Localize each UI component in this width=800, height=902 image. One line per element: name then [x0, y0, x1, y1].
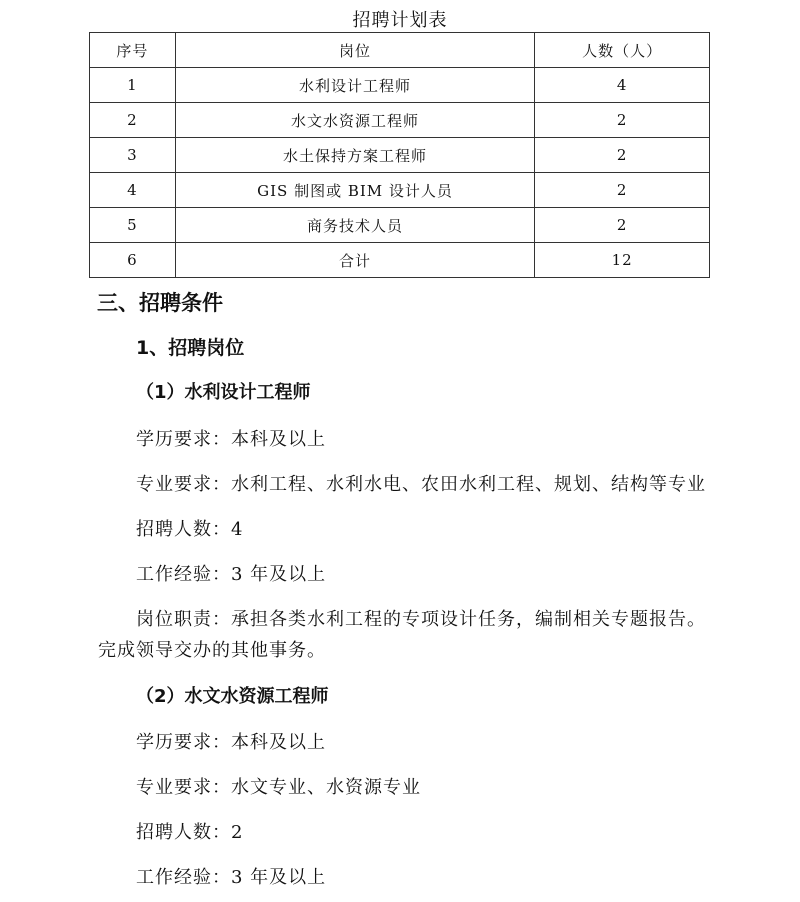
cell-total-label: 合计 — [175, 243, 534, 278]
table-row — [90, 173, 710, 208]
subsection-heading: 1、招聘岗位 — [136, 337, 245, 359]
table-caption: 招聘计划表 — [352, 10, 448, 31]
table-row — [90, 103, 710, 138]
education-requirement: 学历要求：本科及以上 — [136, 429, 326, 450]
cell-headcount: 2 — [535, 173, 710, 208]
header-serial: 序号 — [90, 33, 176, 68]
job-duty-continuation: 完成领导交办的其他事务。 — [98, 640, 326, 661]
section-heading: 三、招聘条件 — [97, 291, 223, 315]
experience-requirement: 工作经验：3 年及以上 — [136, 867, 327, 888]
header-position: 岗位 — [175, 33, 534, 68]
header-headcount: 人数（人） — [535, 33, 710, 68]
cell-headcount: 2 — [535, 208, 710, 243]
table-row — [90, 208, 710, 243]
cell-position: 水文水资源工程师 — [175, 103, 534, 138]
cell-position: 水利设计工程师 — [175, 68, 534, 103]
major-requirement: 专业要求：水利工程、水利水电、农田水利工程、规划、结构等专业 — [136, 474, 706, 495]
experience-requirement: 工作经验：3 年及以上 — [136, 564, 327, 585]
table-header-row — [90, 33, 710, 68]
cell-position: 商务技术人员 — [175, 208, 534, 243]
table-row — [90, 68, 710, 103]
cell-serial: 6 — [90, 243, 176, 278]
position-heading: （2）水文水资源工程师 — [136, 686, 329, 707]
table-row — [90, 138, 710, 173]
headcount-text: 招聘人数：2 — [136, 822, 244, 843]
cell-serial: 5 — [90, 208, 176, 243]
cell-headcount: 2 — [535, 103, 710, 138]
position-heading: （1）水利设计工程师 — [136, 382, 311, 403]
cell-serial: 3 — [90, 138, 176, 173]
major-requirement: 专业要求：水文专业、水资源专业 — [136, 777, 421, 798]
cell-total-headcount: 12 — [535, 243, 710, 278]
headcount-text: 招聘人数：4 — [136, 519, 244, 540]
cell-serial: 4 — [90, 173, 176, 208]
cell-headcount: 4 — [535, 68, 710, 103]
cell-position: 水土保持方案工程师 — [175, 138, 534, 173]
job-duty-line: 岗位职责：承担各类水利工程的专项设计任务，编制相关专题报告。 — [136, 609, 706, 630]
cell-headcount: 2 — [535, 138, 710, 173]
table-total-row — [90, 243, 710, 278]
education-requirement: 学历要求：本科及以上 — [136, 732, 326, 753]
recruitment-plan-table — [89, 32, 710, 278]
cell-serial: 1 — [90, 68, 176, 103]
cell-serial: 2 — [90, 103, 176, 138]
cell-position: GIS 制图或 BIM 设计人员 — [175, 173, 534, 208]
